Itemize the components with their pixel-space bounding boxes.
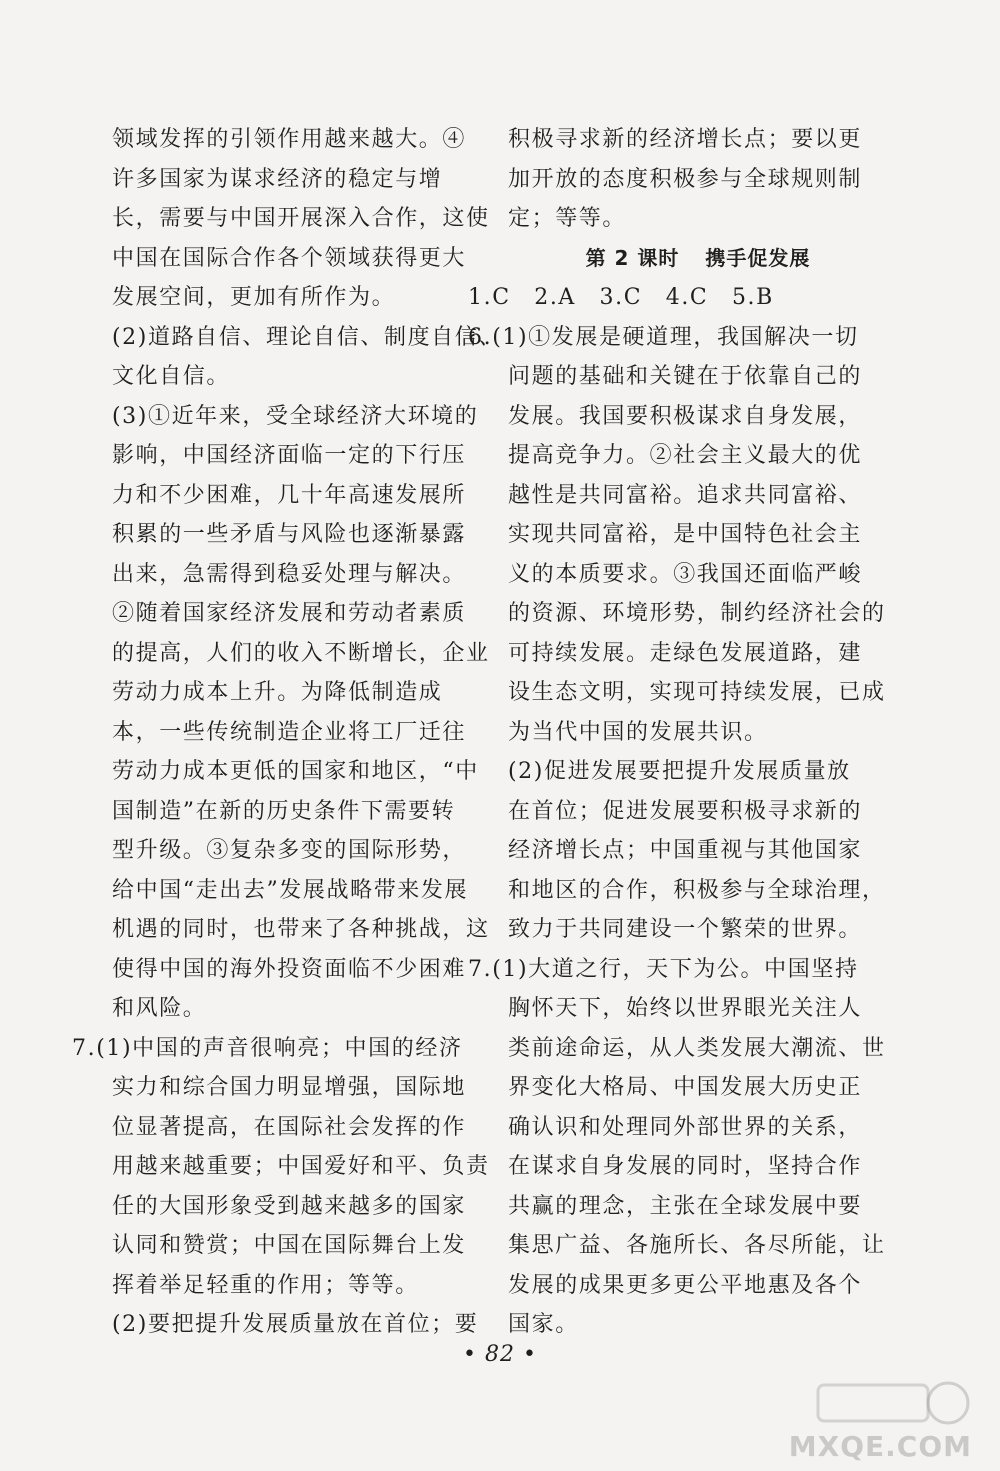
text-line: (2)道路自信、理论自信、制度自信、 bbox=[112, 324, 502, 350]
text-line: 加开放的态度积极参与全球规则制 bbox=[508, 166, 863, 192]
text-line: (3)①近年来，受全球经济大环境的 bbox=[112, 403, 479, 429]
text-line: 6.(1)①发展是硬道理，我国解决一切 bbox=[468, 324, 859, 350]
text-line: 7.(1)大道之行，天下为公。中国坚持 bbox=[468, 956, 859, 982]
right-column-bottom bbox=[468, 278, 888, 1345]
text-line: 集思广益、各施所长、各尽所能，让 bbox=[508, 1233, 886, 1258]
text-line: 和风险。 bbox=[112, 996, 207, 1021]
text-line: 用越来越重要；中国爱好和平、负责 bbox=[112, 1154, 490, 1179]
text-line: 影响，中国经济面临一定的下行压 bbox=[112, 443, 467, 468]
text-line: 胸怀天下，始终以世界眼光关注人 bbox=[508, 996, 863, 1021]
text-line: 位显著提高，在国际社会发挥的作 bbox=[112, 1114, 467, 1140]
text-line: 7.(1)中国的声音很响亮；中国的经济 bbox=[72, 1035, 463, 1061]
text-line: 劳动力成本上升。为降低制造成 bbox=[112, 680, 443, 705]
text-line: 发展。我国要积极谋求自身发展， bbox=[508, 403, 863, 429]
text-line: 共赢的理念，主张在全球发展中要 bbox=[508, 1193, 863, 1219]
text-line: 认同和赞赏；中国在国际舞台上发 bbox=[112, 1233, 467, 1258]
text-line: 的资源、环境形势，制约经济社会的 bbox=[508, 601, 886, 626]
text-line: 许多国家为谋求经济的稳定与增 bbox=[112, 166, 443, 192]
left-column bbox=[72, 120, 502, 1345]
text-line: 义的本质要求。③我国还面临严峻 bbox=[508, 561, 863, 587]
text-line: 国制造”在新的历史条件下需要转 bbox=[112, 798, 456, 824]
text-line: 领域发挥的引领作用越来越大。④ bbox=[112, 127, 467, 152]
text-line: 1.C 2.A 3.C 4.C 5.B bbox=[468, 285, 774, 310]
watermark-logo bbox=[778, 1363, 978, 1463]
text-line: ②随着国家经济发展和劳动者素质 bbox=[112, 601, 467, 626]
text-line: 机遇的同时，也带来了各种挑战，这 bbox=[112, 917, 490, 942]
text-line: 在谋求自身发展的同时，坚持合作 bbox=[508, 1154, 863, 1179]
text-line: 长，需要与中国开展深入合作，这使 bbox=[112, 206, 490, 231]
page-number: • 82 • bbox=[463, 1342, 537, 1367]
text-line: 积累的一些矛盾与风险也逐渐暴露 bbox=[112, 522, 467, 547]
text-line: 本，一些传统制造企业将工厂迁往 bbox=[112, 719, 467, 745]
text-line: (2)促进发展要把提升发展质量放 bbox=[508, 759, 851, 784]
right-column-top bbox=[468, 120, 888, 239]
text-line: 中国在国际合作各个领域获得更大 bbox=[112, 245, 467, 271]
text-line: 给中国“走出去”发展战略带来发展 bbox=[112, 877, 469, 903]
text-line: 文化自信。 bbox=[112, 364, 231, 389]
text-line: 积极寻求新的经济增长点；要以更 bbox=[508, 127, 863, 152]
lesson-label: 第 2 课时 bbox=[585, 245, 680, 270]
text-line: 力和不少困难，几十年高速发展所 bbox=[112, 482, 467, 508]
text-line: 的提高，人们的收入不断增长，企业 bbox=[112, 640, 490, 666]
section-heading bbox=[468, 239, 888, 279]
watermark-text: MXQE.COM bbox=[788, 1430, 972, 1463]
text-line: 可持续发展。走绿色发展道路，建 bbox=[508, 640, 863, 666]
text-line: 出来，急需得到稳妥处理与解决。 bbox=[112, 561, 467, 587]
text-line: 致力于共同建设一个繁荣的世界。 bbox=[508, 917, 863, 942]
text-line: 型升级。③复杂多变的国际形势， bbox=[112, 838, 467, 863]
text-line: 为当代中国的发展共识。 bbox=[508, 719, 768, 745]
text-line: 设生态文明，实现可持续发展，已成 bbox=[508, 680, 886, 705]
text-line: 在首位；促进发展要积极寻求新的 bbox=[508, 798, 863, 824]
text-line: 劳动力成本更低的国家和地区，“中 bbox=[112, 759, 479, 784]
text-line: 经济增长点；中国重视与其他国家 bbox=[508, 838, 863, 863]
text-line: 发展空间，更加有所作为。 bbox=[112, 285, 396, 310]
text-line: (2)要把提升发展质量放在首位；要 bbox=[112, 1312, 479, 1337]
right-column bbox=[468, 120, 888, 1345]
text-line: 和地区的合作，积极参与全球治理， bbox=[508, 877, 886, 903]
text-line: 挥着举足轻重的作用；等等。 bbox=[112, 1272, 419, 1298]
text-line: 发展的成果更多更公平地惠及各个 bbox=[508, 1272, 863, 1298]
text-line: 问题的基础和关键在于依靠自己的 bbox=[508, 364, 863, 389]
text-line: 使得中国的海外投资面临不少困难 bbox=[112, 956, 467, 982]
lesson-title: 携手促发展 bbox=[705, 245, 811, 270]
text-line: 实力和综合国力明显增强，国际地 bbox=[112, 1075, 467, 1100]
text-line: 界变化大格局、中国发展大历史正 bbox=[508, 1075, 863, 1100]
text-line: 实现共同富裕，是中国特色社会主 bbox=[508, 522, 863, 547]
text-line: 类前途命运，从人类发展大潮流、世 bbox=[508, 1035, 886, 1061]
text-line: 确认识和处理同外部世界的关系， bbox=[508, 1114, 863, 1140]
text-line: 国家。 bbox=[508, 1312, 579, 1337]
text-line: 越性是共同富裕。追求共同富裕、 bbox=[508, 482, 863, 508]
text-line: 任的大国形象受到越来越多的国家 bbox=[112, 1193, 467, 1219]
text-line: 定；等等。 bbox=[508, 206, 627, 231]
text-line: 提高竞争力。②社会主义最大的优 bbox=[508, 443, 863, 468]
